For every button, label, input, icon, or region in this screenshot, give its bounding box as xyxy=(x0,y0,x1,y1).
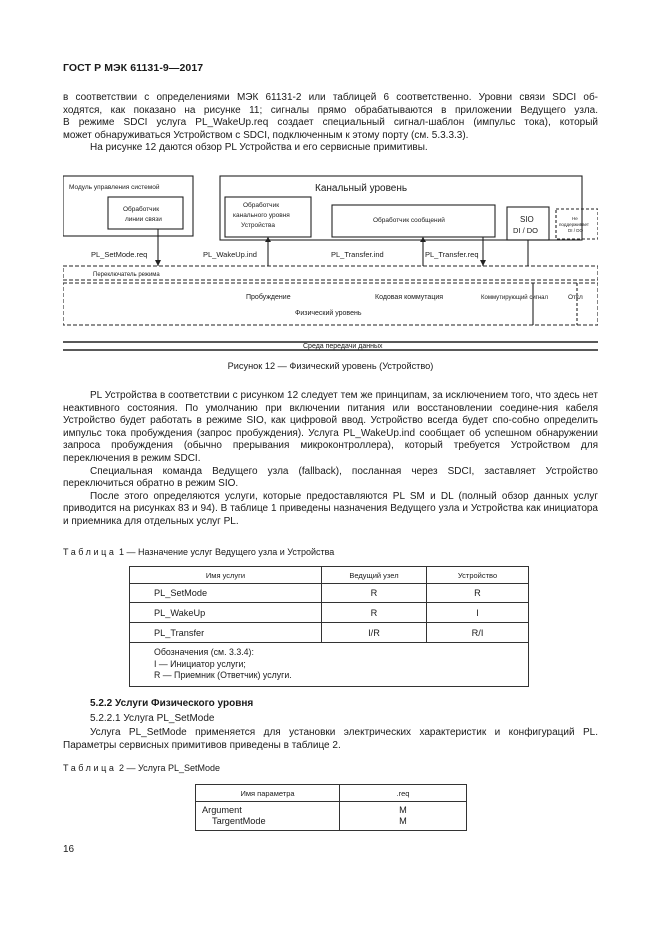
intro-line: в соответствии с определениями МЭК 61131-2 или таблицей 6 соответственно. Уровни связи SDCI об- xyxy=(63,92,598,103)
intro-paragraph xyxy=(63,92,598,155)
service-assignment-table xyxy=(129,566,529,687)
page-number: 16 xyxy=(63,844,75,855)
wakeup-handler-box xyxy=(108,197,183,229)
table1-cell: PL_SetMode xyxy=(130,584,322,603)
pl-transfer-req-label: PL_Transfer.req xyxy=(425,250,479,259)
wakeup-handler-label-1: Обработчик xyxy=(123,206,160,213)
body-paragraph-1: PL Устройства в соответствии с рисунком 12 следует тем же принципам, за исключением того, что здесь нет неактивного состояния. По умолчанию при включении питания или восстановлении соедине-ния кабеля Устройство будет работать в режиме SIO, как цифровой ввод. Устройство всегда будет спо-собно определить импульс тока пробуждения (запрос пробуждения). Услуга PL_WakeUp.ind сообщает об успешном обнаружении запроса пробуждения (обычно прерывания микроконтроллера), который требуется Устройством для переключения в режим SDCI. xyxy=(63,390,598,464)
medium-label: Среда передачи данных xyxy=(303,343,383,350)
coded-switch-label: Кодовая коммутация xyxy=(375,294,444,301)
mode-switch-label: Переключатель режима xyxy=(93,272,160,278)
intro-line: может обнаруживаться Устройством с SDCI, подключенным к этому порту (см. 5.3.3.3). xyxy=(63,129,469,141)
table1-note: Обозначения (см. 3.3.4): xyxy=(154,647,254,657)
body-paragraph-2: Специальная команда Ведущего узла (fallback), посланная через SDCI, заставляет Устройство переключиться обратно в режим SIO. xyxy=(63,465,598,490)
physical-layer-box xyxy=(63,283,598,325)
table1-header: Ведущий узел xyxy=(322,567,427,584)
subsection-heading: 5.2.2.1 Услуга PL_SetMode xyxy=(90,713,215,724)
table1-cell: I/R xyxy=(322,623,427,643)
setmode-parameter-table xyxy=(195,784,467,831)
inactive-label: Откл xyxy=(568,294,583,301)
table1-cell: R xyxy=(322,603,427,623)
message-handler-label: Обработчик сообщений xyxy=(373,217,445,224)
body-paragraph-3: После этого определяются услуги, которые предоставляются PL SM и DL (полный обзор данных услуг приводится на рисунках 83 и 94). В таблице 1 приведены назначения Ведущего узла и Устройства как инициатора и приемника для отдельных услуг PL. xyxy=(63,490,599,527)
switch-signal-label: Коммутирующий сигнал xyxy=(481,295,549,301)
section-heading: 5.2.2 Услуги Физического уровня xyxy=(90,698,254,709)
wakeup-handler-label-2: линии связи xyxy=(125,216,162,223)
table1-notes xyxy=(130,643,529,687)
table2-value-cell xyxy=(340,802,467,831)
physical-layer-diagram xyxy=(63,167,598,355)
table2-param: TargentMode xyxy=(212,816,266,826)
not-supported-label-3: DI / DO xyxy=(568,228,584,233)
table1-header: Устройство xyxy=(427,567,529,584)
overview-line: На рисунке 12 даются обзор PL Устройства и его сервисные примитивы. xyxy=(90,142,428,154)
system-manager-label: Модуль управления системой xyxy=(69,184,160,191)
table2-value: M xyxy=(399,816,407,826)
table1-cell: I xyxy=(427,603,529,623)
figure-caption: Рисунок 12 — Физический уровень (Устройство) xyxy=(227,361,434,371)
pl-setmode-label: PL_SetMode.req xyxy=(91,250,148,259)
intro-line: ходятся, как показано на рисунке 11; сигналы прямо обрабатываются в приложении Ведущего узла. xyxy=(63,104,598,116)
table2-param-cell xyxy=(196,802,340,831)
intro-line: В режиме SDCI услуга PL_WakeUp.req создает специальный сигнал-шаблон (импульс тока), который xyxy=(63,117,598,129)
sio-label-1: SIO xyxy=(520,215,534,224)
table2-caption-text: 2 — Услуга PL_SetMode xyxy=(119,763,221,773)
physical-layer-label: Физический уровень xyxy=(295,310,362,317)
table2-header: Имя параметра xyxy=(196,785,340,802)
table2-value: M xyxy=(399,805,407,815)
table1-caption-text: 1 — Назначение услуг Ведущего узла и Устройства xyxy=(119,547,335,557)
table1-caption-word: Таблица xyxy=(63,547,117,557)
table1-cell: PL_WakeUp xyxy=(130,603,322,623)
not-supported-label-2: поддерживает xyxy=(559,222,589,227)
link-handler-label-2: канального уровня xyxy=(233,212,290,219)
table2-caption xyxy=(63,763,220,773)
wakeup-label: Пробуждение xyxy=(246,294,291,301)
sio-label-2: DI / DO xyxy=(513,226,539,235)
table2-caption-word: Таблица xyxy=(63,763,117,773)
body-text xyxy=(63,390,598,529)
table1-cell: R xyxy=(427,584,529,603)
section-text xyxy=(63,727,598,752)
table2-header: .req xyxy=(340,785,467,802)
link-layer-label: Канальный уровень xyxy=(315,183,408,194)
document-header: ГОСТ Р МЭК 61131-9—2017 xyxy=(63,62,204,74)
pl-wakeup-label: PL_WakeUp.ind xyxy=(203,250,257,259)
section-paragraph: Услуга PL_SetMode применяется для установки электрических характеристик и конфигураций PL. Параметры сервисных примитивов приведены в таблице 2. xyxy=(63,727,598,751)
table1-cell: PL_Transfer xyxy=(130,623,322,643)
table1-note: R — Приемник (Ответчик) услуги. xyxy=(154,670,292,680)
table1-cell: R/I xyxy=(427,623,529,643)
not-supported-label-1: Не xyxy=(572,216,578,221)
link-handler-label-1: Обработчик xyxy=(243,202,280,209)
table2-param: Argument xyxy=(202,805,242,815)
table1-note: I — Инициатор услуги; xyxy=(154,658,246,669)
table1-caption xyxy=(63,547,334,557)
table1-cell: R xyxy=(322,584,427,603)
table1-header: Имя услуги xyxy=(130,567,322,584)
link-handler-label-3: Устройства xyxy=(241,222,276,229)
pl-transfer-ind-label: PL_Transfer.ind xyxy=(331,250,384,259)
